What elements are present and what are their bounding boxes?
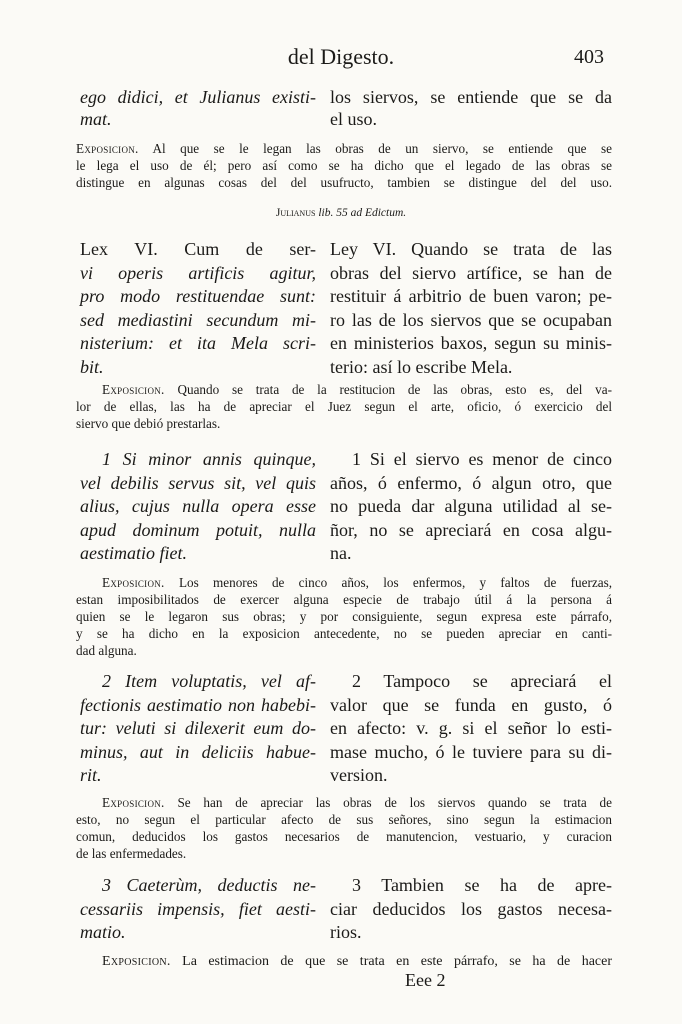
- spanish-line: 3 Tambien se ha de apre-: [352, 875, 612, 895]
- exposicion-4: [76, 794, 612, 862]
- latin-line: fectionis aestimatio non habebi-: [80, 694, 316, 715]
- latin-line: sed mediastini secundum mi-: [80, 309, 316, 330]
- exposicion-line: le lega el uso de él; pero así como se ha dicho que el legado de las obras se: [76, 158, 612, 173]
- spanish-line: no pueda dar alguna utilidad al se-: [330, 496, 612, 516]
- exposicion-line: Exposicion. La estimacion de que se trata en este párrafo, se ha de hacer: [102, 954, 612, 969]
- exposicion-label: Exposicion.: [102, 575, 165, 590]
- exposicion-line: comun, deducidos los gastos necesarios de manutencion, vestuario, y curacion: [76, 829, 612, 844]
- spanish-line: en ministerios baxos, segun su minis-: [330, 333, 612, 353]
- section-2-spanish: [330, 670, 612, 788]
- latin-line: bit.: [80, 356, 104, 377]
- latin-line: tur: veluti si dilexerit eum do-: [80, 718, 316, 738]
- lex-latin: [80, 238, 316, 379]
- exposicion-line: de las enfermedades.: [76, 846, 187, 861]
- latin-line: vi operis artificis agitur,: [80, 262, 316, 283]
- spanish-column-1: [330, 86, 612, 130]
- spanish-line: mase mucho, ó le tuviere para su di-: [330, 741, 612, 762]
- exposicion-3: [76, 574, 612, 659]
- exposicion-line: lor de ellas, las ha de apreciar el Juez segun el arte, oficio, ó exercicio del: [76, 399, 612, 414]
- latin-line: rit.: [80, 765, 102, 785]
- latin-line: 3 Caeterùm, deductis ne-: [102, 875, 316, 895]
- latin-line: 2 Item voluptatis, vel af-: [102, 671, 316, 691]
- exposicion-line: dad alguna.: [76, 643, 137, 658]
- section-1-latin: [80, 448, 316, 566]
- exposicion-line: estan imposibilitados de exercer alguna especie de trabajo útil á la persona á: [76, 592, 612, 607]
- exposicion-line: y se ha dicho en la exposicion antecedente, no se pueden apreciar en canti-: [76, 626, 612, 641]
- spanish-line: ñor, no se apreciará en cosa algu-: [330, 519, 612, 540]
- signature-mark: Eee 2: [405, 970, 446, 990]
- section-3-spanish: [330, 874, 612, 945]
- spanish-line: terio: así lo escribe Mela.: [330, 356, 513, 377]
- exposicion-line: Exposicion. Al que se le legan las obras de un siervo, se entiende que se: [76, 141, 613, 156]
- exposicion-5: [76, 953, 612, 970]
- spanish-line: rios.: [330, 922, 362, 942]
- running-head: del Digesto.: [287, 44, 395, 69]
- spanish-line: valor que se funda en gusto, ó: [330, 694, 612, 715]
- exposicion-line: distingue en algunas cosas del del usufructo, tambien se distingue del del uso.: [76, 175, 612, 190]
- spanish-line: version.: [330, 765, 388, 785]
- latin-line: Lex VI. Cum de ser-: [80, 239, 316, 259]
- exposicion-label: Exposicion.: [102, 795, 165, 810]
- latin-line: pro modo restituendae sunt:: [80, 286, 316, 306]
- latin-line: nisterium: et ita Mela scri-: [80, 333, 316, 353]
- latin-line: minus, aut in deliciis habue-: [80, 741, 316, 762]
- exposicion-label: Exposicion.: [102, 954, 171, 969]
- exposicion-1: [76, 140, 612, 191]
- exposicion-label: Exposicion.: [102, 382, 165, 397]
- latin-line: alius, cujus nulla opera esse: [80, 496, 316, 516]
- page-number: 403: [574, 46, 604, 68]
- exposicion-line: Exposicion. Quando se trata de la restitucion de las obras, esto es, del va-: [102, 382, 612, 397]
- spanish-line: 2 Tampoco se apreciará el: [352, 671, 612, 691]
- latin-line: ego didici, et Julianus existi-: [80, 87, 316, 107]
- spanish-line: Ley VI. Quando se trata de las: [330, 239, 612, 259]
- exposicion-line: Exposicion. Se han de apreciar las obras de los siervos quando se trata de: [102, 795, 612, 810]
- latin-line: 1 Si minor annis quinque,: [102, 449, 316, 469]
- exposicion-label: Exposicion.: [76, 141, 139, 156]
- spanish-line: años, ó enfermo, ó algun otro, que: [330, 472, 612, 493]
- exposicion-line: Exposicion. Los menores de cinco años, los enfermos, y faltos de fuerzas,: [102, 575, 613, 590]
- exposicion-line: esto, no segun el particular afecto de sus señores, sino segun la estimacion: [76, 812, 612, 827]
- exposicion-line: quien se le legaron sus obras; y por consiguiente, segun expresa este párrafo,: [76, 609, 612, 624]
- spanish-line: el uso.: [330, 109, 377, 129]
- section-2-latin: [80, 670, 316, 788]
- source-attribution: [0, 207, 682, 219]
- attribution-author: Julianus: [275, 207, 316, 219]
- spanish-line: ciar deducidos los gastos necesa-: [330, 898, 612, 919]
- spanish-line: ro las de los siervos que se ocupaban: [330, 309, 612, 330]
- exposicion-2: [76, 381, 612, 432]
- latin-line: aestimatio fiet.: [80, 543, 187, 563]
- spanish-line: los siervos, se entiende que se da: [330, 87, 612, 107]
- latin-line: matio.: [80, 922, 126, 942]
- attribution-reference: lib. 55 ad Edictum.: [318, 207, 407, 219]
- spanish-line: restituir á arbitrio de buen varon; pe-: [330, 286, 612, 306]
- section-1-spanish: [330, 448, 612, 566]
- latin-line: apud dominum potuit, nulla: [80, 519, 316, 540]
- latin-column-1: [80, 86, 316, 130]
- latin-line: mat.: [80, 109, 112, 129]
- latin-line: cessariis impensis, fiet aesti-: [80, 898, 316, 919]
- exposicion-line: siervo que debió prestarlas.: [76, 416, 221, 431]
- section-3-latin: [80, 874, 316, 945]
- spanish-line: na.: [330, 543, 352, 563]
- spanish-line: en afecto: v. g. si el señor lo esti-: [330, 718, 612, 738]
- spanish-line: 1 Si el siervo es menor de cinco: [352, 449, 612, 469]
- latin-line: vel debilis servus sit, vel quis: [80, 472, 316, 493]
- spanish-line: obras del siervo artífice, se han de: [330, 262, 612, 283]
- ley-spanish: [330, 238, 612, 379]
